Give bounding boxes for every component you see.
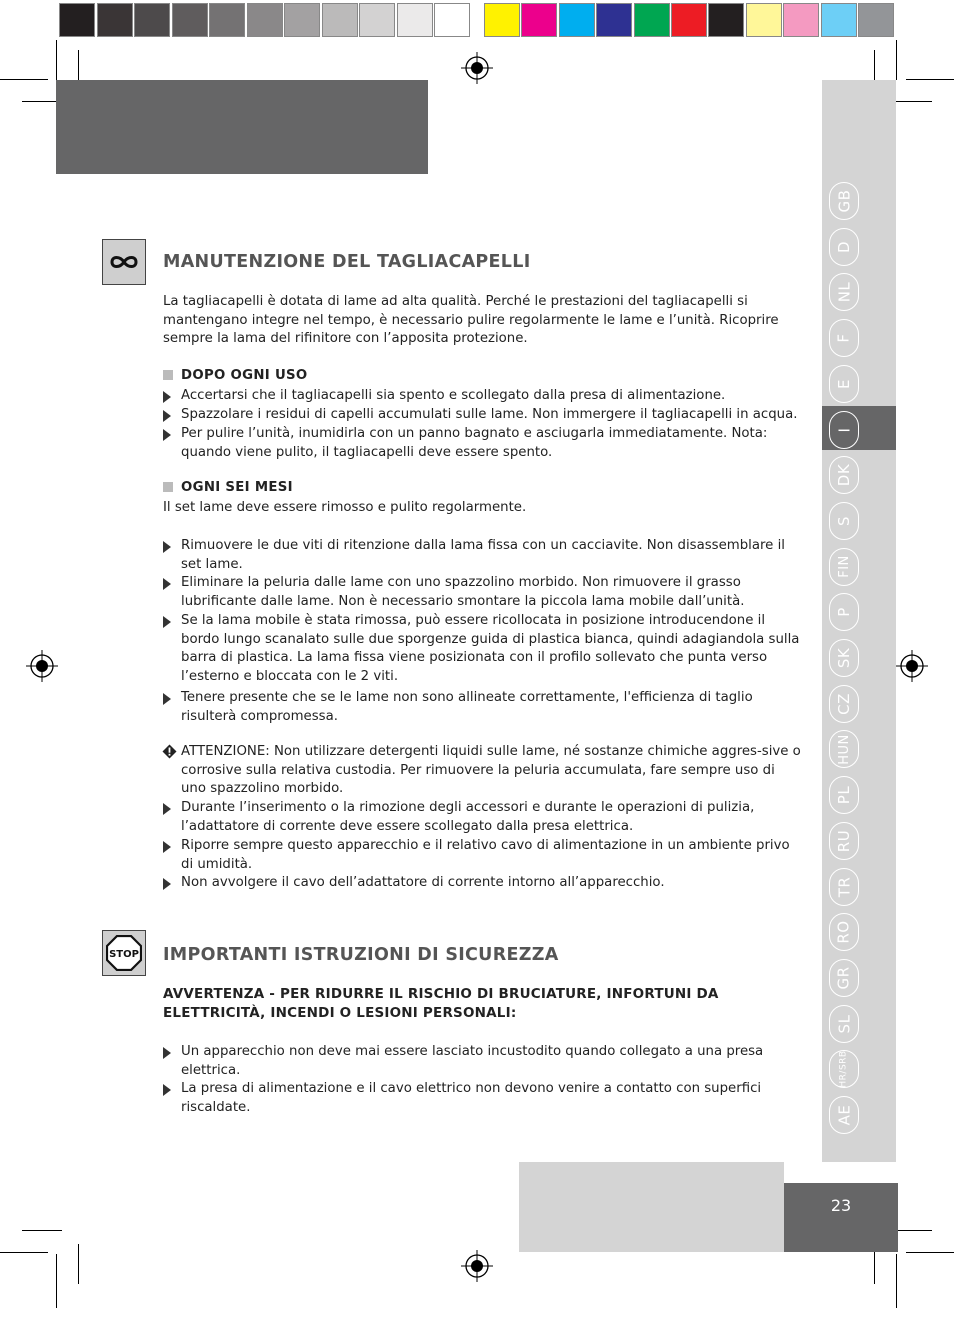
color-swatch <box>59 3 95 37</box>
language-tab-ru[interactable]: RU <box>829 822 859 860</box>
list-item: La presa di alimentazione e il cavo elettrico non devono venire a contatto con superfici riscaldate. <box>163 1080 803 1117</box>
list-item: Rimuovere le due viti di ritenzione dalla lama fissa con un cacciavite. Non disassemblare il set lame. <box>163 537 803 574</box>
list-item: Se la lama mobile è stata rimossa, può essere ricollocata in posizione introducendone il bordo lungo scanalato sulle due sporgenze guida di plastica bianca, quindi adagiandola sulla barra di plastica. La lama fissa viene posizionata con il profilo sollevato che punta verso l’esterno e bloccata con le 2 viti. <box>163 612 803 687</box>
language-tab-gr[interactable]: GR <box>829 959 859 997</box>
subheading-every-six-months: OGNI SEI MESI <box>163 480 293 495</box>
language-tab-d[interactable]: D <box>829 228 859 266</box>
warning-diamond-icon <box>162 744 177 759</box>
triangle-bullet-icon <box>163 410 171 422</box>
registration-mark-icon <box>461 1250 493 1282</box>
triangle-bullet-icon <box>163 878 171 890</box>
language-tab-p[interactable]: P <box>829 593 859 631</box>
color-swatch <box>247 3 283 37</box>
language-tab-hun[interactable]: HUN <box>829 730 859 768</box>
section-title-safety: IMPORTANTI ISTRUZIONI DI SICUREZZA <box>163 945 559 965</box>
language-tab-f[interactable]: F <box>829 319 859 357</box>
list-item: Eliminare la peluria dalle lame con uno spazzolino morbido. Non rimuovere il grasso lubrificante dalle lame. Non è necessario smontare la piccola lama mobile dall’unità. <box>163 574 803 611</box>
header-block <box>56 80 428 174</box>
color-swatch <box>97 3 133 37</box>
color-swatch <box>209 3 245 37</box>
triangle-bullet-icon <box>163 1047 171 1059</box>
language-tab-s[interactable]: S <box>829 502 859 540</box>
infinity-icon <box>108 253 140 271</box>
color-swatch <box>559 3 595 37</box>
color-swatch <box>134 3 170 37</box>
stop-icon-box <box>102 930 146 976</box>
crop-mark <box>56 1254 57 1308</box>
crop-mark <box>896 1254 897 1308</box>
color-swatch <box>634 3 670 37</box>
language-tab-dk[interactable]: DK <box>829 456 859 494</box>
warning-item: ATTENZIONE: Non utilizzare detergenti liquidi sulle lame, né sostanze chimiche aggres-sive o corrosive sulla relativa custodia. Per rimuovere la peluria accumulata, fare sempre uso di uno spazzolino morbido. <box>163 743 803 799</box>
square-bullet-icon <box>163 482 173 492</box>
color-swatch <box>172 3 208 37</box>
color-swatch <box>746 3 782 37</box>
subheading-after-each-use: DOPO OGNI USO <box>163 368 308 383</box>
color-swatch <box>322 3 358 37</box>
list-item: Accertarsi che il tagliacapelli sia spento e scollegato dalla presa di alimentazione. <box>163 387 803 406</box>
list-item: Per pulire l’unità, inumidirla con un panno bagnato e asciugarla immediatamente. Nota: quando viene pulito, il tagliacapelli deve essere spento. <box>163 425 803 462</box>
crop-mark <box>892 1230 932 1231</box>
crop-mark <box>896 40 897 80</box>
square-bullet-icon <box>163 370 173 380</box>
crop-mark <box>0 1252 48 1253</box>
list-item: Spazzolare i residui di capelli accumulati sulle lame. Non immergere il tagliacapelli in acqua. <box>163 406 803 425</box>
crop-mark <box>56 40 57 80</box>
stop-sign-icon <box>106 935 142 971</box>
footer-block <box>519 1162 784 1252</box>
registration-mark-icon <box>26 650 58 682</box>
triangle-bullet-icon <box>163 693 171 705</box>
safety-warning: AVVERTENZA - PER RIDURRE IL RISCHIO DI BRUCIATURE, INFORTUNI DA ELETTRICITÀ, INCENDI O LESIONI PERSONALI: <box>163 986 719 1021</box>
crop-mark <box>892 101 932 102</box>
language-tab-sk[interactable]: SK <box>829 639 859 677</box>
svg-text:STOP: STOP <box>109 949 139 960</box>
section-title-maintenance: MANUTENZIONE DEL TAGLIACAPELLI <box>163 252 531 272</box>
page-number: 23 <box>830 1196 852 1215</box>
language-tab-pl[interactable]: PL <box>829 776 859 814</box>
language-tab-sl[interactable]: SL <box>829 1005 859 1043</box>
registration-mark-icon <box>461 52 493 84</box>
color-swatch <box>397 3 433 37</box>
color-swatch <box>858 3 894 37</box>
triangle-bullet-icon <box>163 429 171 441</box>
language-tab-gb[interactable]: GB <box>829 182 859 220</box>
language-tab-fin[interactable]: FIN <box>829 548 859 586</box>
crop-mark <box>78 1244 79 1284</box>
six-months-intro: Il set lame deve essere rimosso e pulito regolarmente. <box>163 500 527 515</box>
color-swatch <box>521 3 557 37</box>
crop-mark <box>22 1230 62 1231</box>
language-tab-tr[interactable]: TR <box>829 868 859 906</box>
list-item: Non avvolgere il cavo dell’adattatore di corrente intorno all’apparecchio. <box>163 874 803 893</box>
language-tab-ro[interactable]: RO <box>829 913 859 951</box>
color-swatch <box>783 3 819 37</box>
registration-mark-icon <box>896 650 928 682</box>
triangle-bullet-icon <box>163 616 171 628</box>
triangle-bullet-icon <box>163 803 171 815</box>
color-swatch <box>596 3 632 37</box>
language-tab-ae[interactable]: AE <box>829 1096 859 1134</box>
language-tab-e[interactable]: E <box>829 365 859 403</box>
crop-mark <box>906 79 954 80</box>
color-swatch <box>359 3 395 37</box>
language-tab-i[interactable]: I <box>829 411 859 449</box>
list-item: Durante l’inserimento o la rimozione degli accessori e durante le operazioni di pulizia, l’adattatore di corrente deve essere scollegato dalla presa elettrica. <box>163 799 803 836</box>
triangle-bullet-icon <box>163 578 171 590</box>
triangle-bullet-icon <box>163 391 171 403</box>
list-item: Tenere presente che se le lame non sono allineate correttamente, l'efficienza di taglio risulterà compromessa. <box>163 689 803 726</box>
color-swatch <box>708 3 744 37</box>
list-item: Riporre sempre questo apparecchio e il relativo cavo di alimentazione in un ambiente privo di umidità. <box>163 837 803 874</box>
triangle-bullet-icon <box>163 541 171 553</box>
page-number-box <box>784 1183 898 1252</box>
list-item: Un apparecchio non deve mai essere lasciato incustodito quando collegato a una presa elettrica. <box>163 1043 803 1080</box>
language-tab-cz[interactable]: CZ <box>829 685 859 723</box>
color-swatch <box>484 3 520 37</box>
color-swatch <box>284 3 320 37</box>
triangle-bullet-icon <box>163 841 171 853</box>
color-swatch <box>434 3 470 37</box>
maintenance-intro: La tagliacapelli è dotata di lame ad alta qualità. Perché le prestazioni del tagliacapelli si mantengano integre nel tempo, è necessario pulire regolarmente le lame e l’unità. Ricoprire sempre la lama del rifinitore con l’apposita protezione. <box>163 294 779 347</box>
color-swatch <box>671 3 707 37</box>
triangle-bullet-icon <box>163 1084 171 1096</box>
crop-mark <box>906 1252 954 1253</box>
crop-mark <box>0 79 48 80</box>
language-tab-nl[interactable]: NL <box>829 273 859 311</box>
color-swatch <box>821 3 857 37</box>
maintenance-icon-box <box>102 239 146 285</box>
language-tab-hr-srb[interactable]: HR/SRB <box>829 1050 859 1088</box>
